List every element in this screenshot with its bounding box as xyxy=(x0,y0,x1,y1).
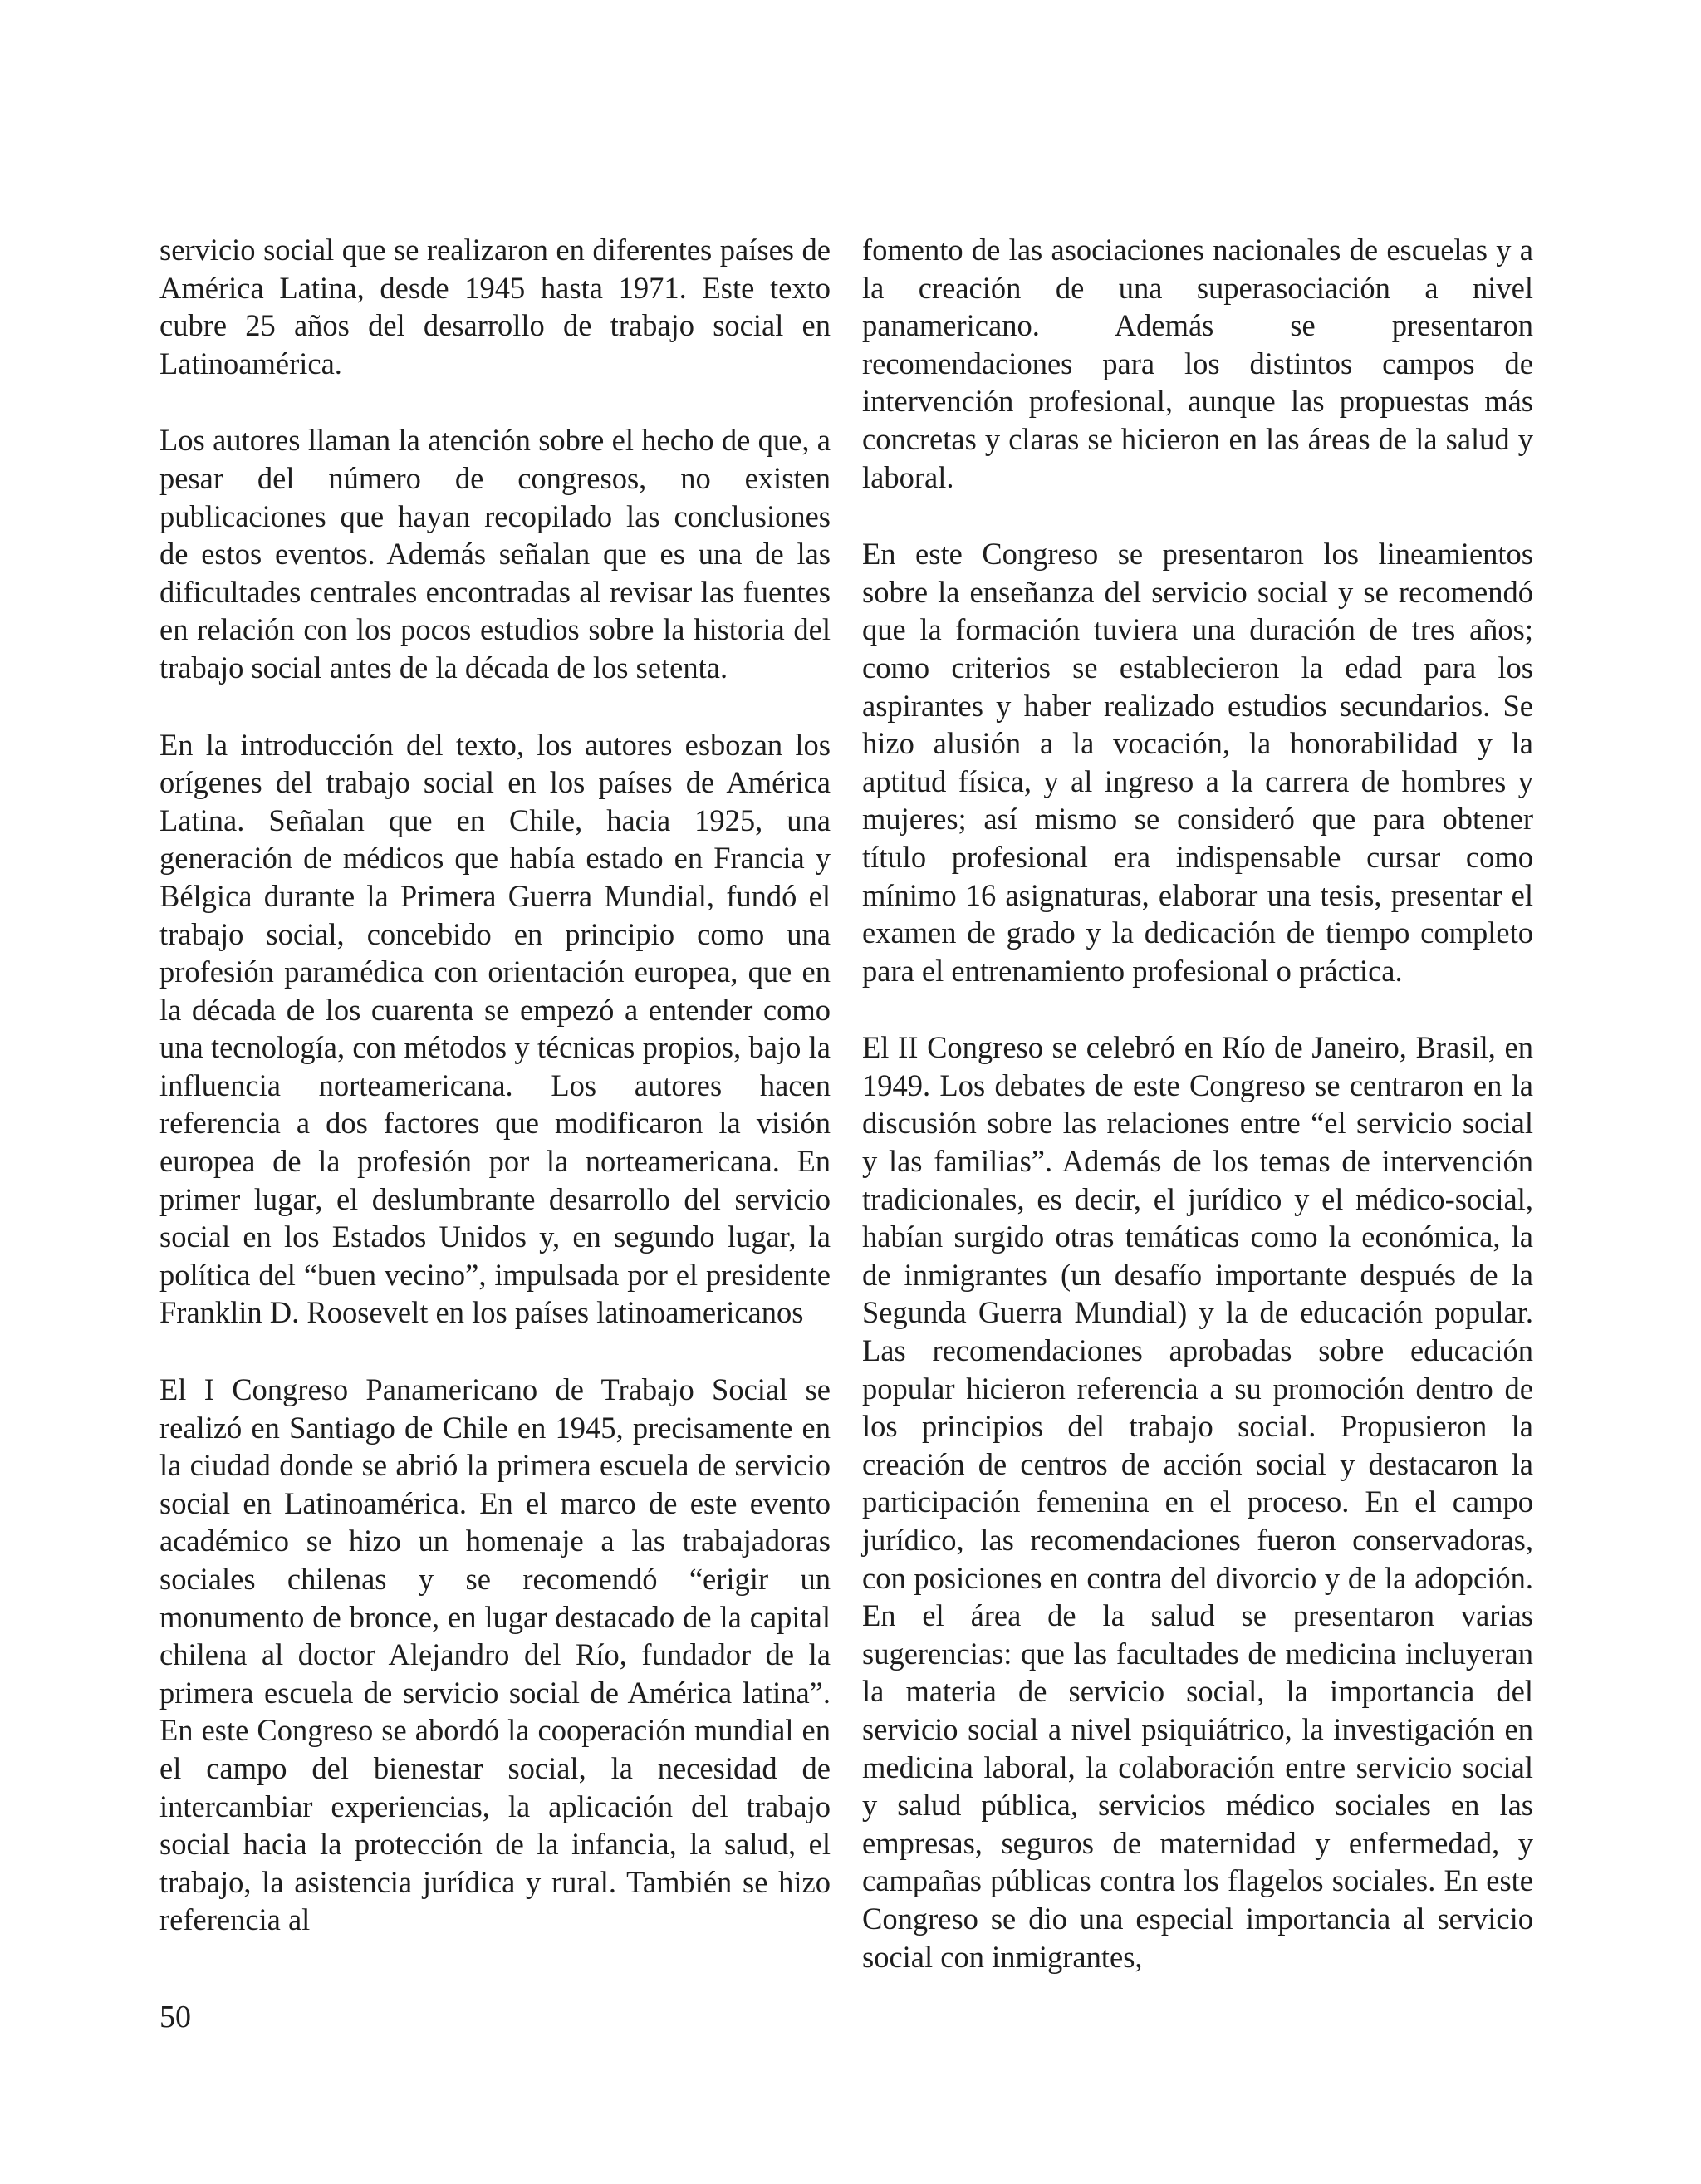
left-column xyxy=(159,231,831,1939)
page-number: 50 xyxy=(159,2000,191,2034)
paragraph: servicio social que se realizaron en diferentes países de América Latina, desde 1945 hasta 1971. Este texto cubre 25 años del desarrollo de trabajo social en Latinoamérica. xyxy=(159,233,831,380)
paragraph: El I Congreso Panamericano de Trabajo Social se realizó en Santiago de Chile en 1945, precisamente en la ciudad donde se abrió la primera escuela de servicio social en Latinoamérica. En el marco de este evento académico se hizo un homenaje a las trabajadoras sociales chilenas y se recomendó “erigir un monumento de bronce, en lugar destacado de la capital chilena al doctor Alejandro del Río, fundador de la primera escuela de servicio social de América latina”. En este Congreso se abordó la cooperación mundial en el campo del bienestar social, la necesidad de intercambiar experiencias, la aplicación del trabajo social hacia la protección de la infancia, la salud, el trabajo, la asistencia jurídica y rural. También se hizo referencia al xyxy=(159,1372,831,1937)
paragraph: En este Congreso se presentaron los lineamientos sobre la enseñanza del servicio social y se recomendó que la formación tuviera una duración de tres años; como criterios se establecieron la edad para los aspirantes y haber realizado estudios secundarios. Se hizo alusión a la vocación, la honorabilidad y la aptitud física, y al ingreso a la carrera de hombres y mujeres; así mismo se consideró que para obtener título profesional era indispensable cursar como mínimo 16 asignaturas, elaborar una tesis, presentar el examen de grado y la dedicación de tiempo completo para el entrenamiento profesional o práctica. xyxy=(862,537,1533,988)
paragraph: En la introducción del texto, los autores esbozan los orígenes del trabajo social en los países de América Latina. Señalan que en Chile, hacia 1925, una generación de médicos que había estado en Francia y Bélgica durante la Primera Guerra Mundial, fundó el trabajo social, concebido en principio como una profesión paramédica con orientación europea, que en la década de los cuarenta se empezó a entender como una tecnología, con métodos y técnicas propios, bajo la influencia norteamericana. Los autores hacen referencia a dos factores que modificaron la visión europea de la profesión por la norteamericana. En primer lugar, el deslumbrante desarrollo del servicio social en los Estados Unidos y, en segundo lugar, la política del “buen vecino”, impulsada por el presidente Franklin D. Roosevelt en los países latinoamericanos xyxy=(159,727,831,1330)
right-column xyxy=(862,231,1533,1975)
paragraph: El II Congreso se celebró en Río de Janeiro, Brasil, en 1949. Los debates de este Congreso se centraron en la discusión sobre las relaciones entre “el servicio social y las familias”. Además de los temas de intervención tradicionales, es decir, el jurídico y el médico-social, habían surgido otras temáticas como la económica, la de inmigrantes (un desafío importante después de la Segunda Guerra Mundial) y la de educación popular. Las recomendaciones aprobadas sobre educación popular hicieron referencia a su promoción dentro de los principios del trabajo social. Propusieron la creación de centros de acción social y destacaron la participación femenina en el proceso. En el campo jurídico, las recomendaciones fueron conservadoras, con posiciones en contra del divorcio y de la adopción. En el área de la salud se presentaron varias sugerencias: que las facultades de medicina incluyeran la materia de servicio social, la importancia del servicio social a nivel psiquiátrico, la investigación en medicina laboral, la colaboración entre servicio social y salud pública, servicios médico sociales en las empresas, seguros de maternidad y enfermedad, y campañas públicas contra los flagelos sociales. En este Congreso se dio una especial importancia al servicio social con inmigrantes, xyxy=(862,1030,1533,1974)
paragraph: Los autores llaman la atención sobre el hecho de que, a pesar del número de congresos, no existen publicaciones que hayan recopilado las conclusiones de estos eventos. Además señalan que es una de las dificultades centrales encontradas al revisar las fuentes en relación con los pocos estudios sobre la historia del trabajo social antes de la década de los setenta. xyxy=(159,423,831,685)
paragraph: fomento de las asociaciones nacionales de escuelas y a la creación de una superasociación a nivel panamericano. Además se presentaron recomendaciones para los distintos campos de intervención profesional, aunque las propuestas más concretas y claras se hicieron en las áreas de la salud y laboral. xyxy=(862,233,1533,494)
